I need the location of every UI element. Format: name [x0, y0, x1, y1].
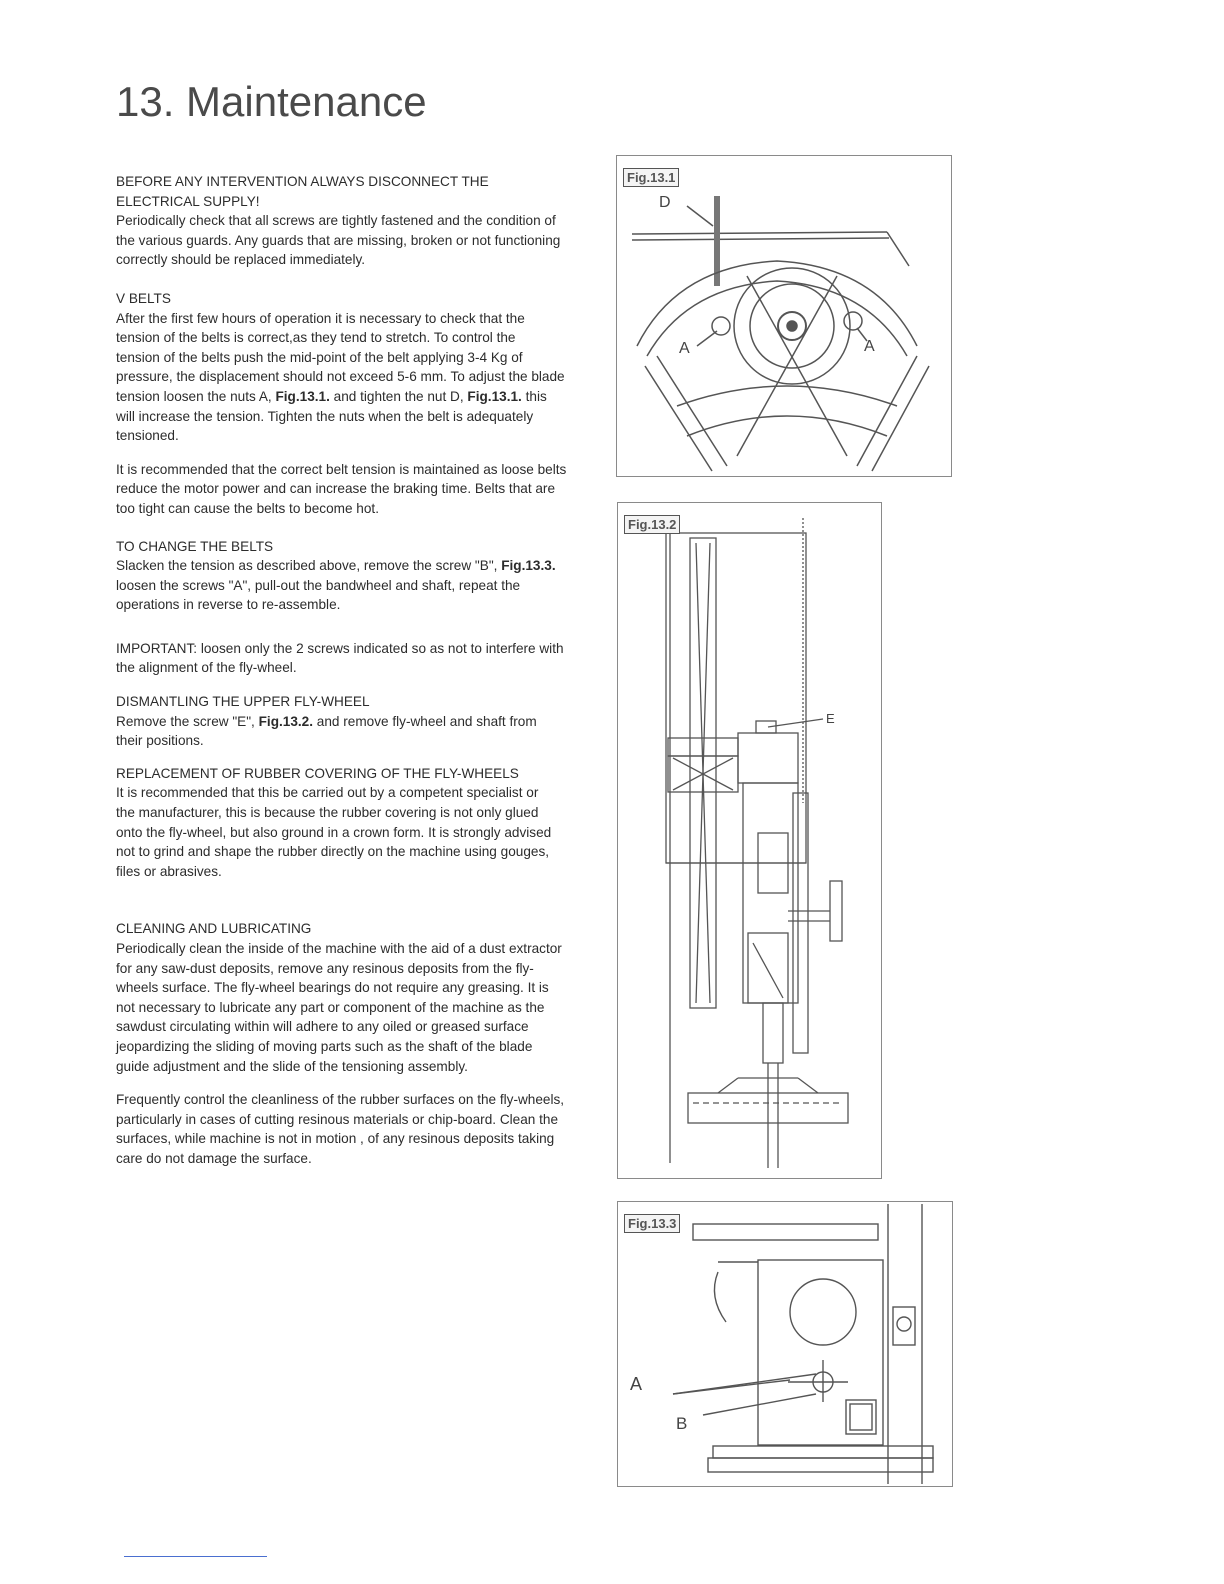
text-line: sawdust circulating within will adhere to any oiled or greased surface	[116, 1019, 529, 1035]
figure-reference: Fig.13.1.	[275, 388, 330, 404]
text-line: not to grind and shape the rubber directly on the machine using gouges,	[116, 844, 550, 860]
text-line: wheels surface. The fly-wheel bearings do not require any greasing. It is	[116, 980, 549, 996]
section-rubber-cleanliness	[116, 1090, 594, 1168]
callout-d: D	[659, 194, 671, 211]
text-line: tensioned.	[116, 428, 179, 444]
figure-13-2-drawing	[618, 503, 881, 1178]
section-heading: CLEANING AND LUBRICATING	[116, 921, 312, 937]
text-line: the manufacturer, this is because the rubber covering is not only glued	[116, 805, 539, 821]
text-run: Remove the screw "E",	[116, 713, 259, 729]
text-line	[116, 712, 594, 732]
section-v-belts	[116, 289, 594, 446]
section-rubber-covering	[116, 764, 594, 882]
text-line: onto the fly-wheel, but also ground in a crown form. It is strongly advised	[116, 824, 552, 840]
text-line: Periodically clean the inside of the machine with the aid of a dust extractor	[116, 941, 562, 956]
text-line: tension of the belts is correct,as they tend to stretch. To control the	[116, 330, 516, 346]
text-line: will increase the tension. Tighten the nuts when the belt is adequately	[116, 408, 534, 424]
text-line: Periodically check that all screws are tightly fastened and the condition of	[116, 213, 556, 229]
text-run: tension loosen the nuts A,	[116, 388, 276, 404]
figure-reference: Fig.13.2.	[258, 713, 314, 729]
body-text-column	[116, 172, 594, 1182]
text-line: ELECTRICAL SUPPLY!	[116, 193, 260, 209]
text-line: jeopardizing the sliding of moving parts such as the shaft of the blade	[116, 1038, 533, 1054]
text-line: the alignment of the fly-wheel.	[116, 660, 297, 676]
text-line: particularly in cases of cutting resinous materials or chip-board. Clean the	[116, 1111, 559, 1127]
section-belt-tension	[116, 460, 594, 519]
text-run: and tighten the nut D,	[329, 388, 468, 404]
text-line	[116, 387, 594, 407]
text-line: for any saw-dust deposits, remove any resinous deposits from the fly-	[116, 960, 534, 976]
text-line	[116, 556, 594, 576]
figure-label: Fig.13.2	[624, 515, 680, 534]
section-dismantling	[116, 692, 594, 751]
text-line: tension of the belts push the mid-point of the belt applying 3-4 Kg of	[116, 349, 523, 365]
figure-label: Fig.13.1	[623, 168, 679, 187]
section-heading: REPLACEMENT OF RUBBER COVERING OF THE FLY-WHEELS	[116, 765, 519, 781]
section-safety	[116, 172, 594, 270]
callout-a-left: A	[679, 340, 690, 357]
text-line: not necessary to lubricate any part or component of the machine as the	[116, 999, 545, 1015]
section-cleaning	[116, 919, 594, 1076]
callout-e: E	[826, 711, 835, 726]
text-line: surfaces, while machine is not in motion , of any resinous deposits taking	[116, 1131, 555, 1147]
figure-13-2	[617, 502, 882, 1179]
text-line: IMPORTANT: loosen only the 2 screws indicated so as not to interfere with	[116, 640, 564, 656]
text-line: It is recommended that the correct belt tension is maintained as loose belts	[116, 461, 567, 477]
text-line: pressure, the displacement should not exceed 5-6 mm. To adjust the blade	[116, 369, 565, 385]
footer-rule	[124, 1556, 267, 1557]
text-line: their positions.	[116, 733, 204, 749]
text-line: BEFORE ANY INTERVENTION ALWAYS DISCONNECT THE	[116, 174, 489, 189]
text-line: operations in reverse to re-assemble.	[116, 597, 341, 613]
section-heading: DISMANTLING THE UPPER FLY-WHEEL	[116, 694, 370, 710]
page-title: 13. Maintenance	[116, 78, 427, 125]
callout-a-right: A	[864, 338, 875, 355]
text-run: this	[521, 388, 547, 404]
figure-13-3-drawing	[618, 1202, 952, 1486]
figure-reference: Fig.13.1.	[467, 388, 522, 404]
text-line: guide adjustment and the slide of the tensioning assembly.	[116, 1058, 468, 1074]
callout-a: A	[630, 1374, 643, 1394]
text-line: too tight can cause the belts to become hot.	[116, 500, 379, 516]
figure-reference: Fig.13.3.	[501, 558, 556, 574]
text-line: correctly should be replaced immediately.	[116, 252, 366, 268]
section-change-belts	[116, 537, 594, 615]
text-line: the various guards. Any guards that are missing, broken or not functioning	[116, 232, 561, 248]
figure-13-1	[616, 155, 952, 477]
section-heading: TO CHANGE THE BELTS	[116, 538, 274, 554]
callout-b: B	[676, 1414, 688, 1433]
text-line: It is recommended that this be carried out by a competent specialist or	[116, 785, 539, 801]
text-line: reduce the motor power and can increase the braking time. Belts that are	[116, 481, 556, 497]
text-line: Frequently control the cleanliness of the rubber surfaces on the fly-wheels,	[116, 1092, 565, 1108]
text-line: After the first few hours of operation it is necessary to check that the	[116, 310, 525, 326]
text-run: Slacken the tension as described above, remove the screw "B",	[116, 558, 502, 574]
text-line: files or abrasives.	[116, 863, 222, 879]
text-run: and remove fly-wheel and shaft from	[313, 713, 537, 729]
section-heading: V BELTS	[116, 290, 171, 306]
section-important	[116, 639, 594, 678]
figure-label: Fig.13.3	[624, 1214, 680, 1233]
figure-13-3	[617, 1201, 953, 1487]
text-line: loosen the screws "A", pull-out the bandwheel and shaft, repeat the	[116, 577, 521, 593]
text-line: care do not damage the surface.	[116, 1150, 312, 1166]
